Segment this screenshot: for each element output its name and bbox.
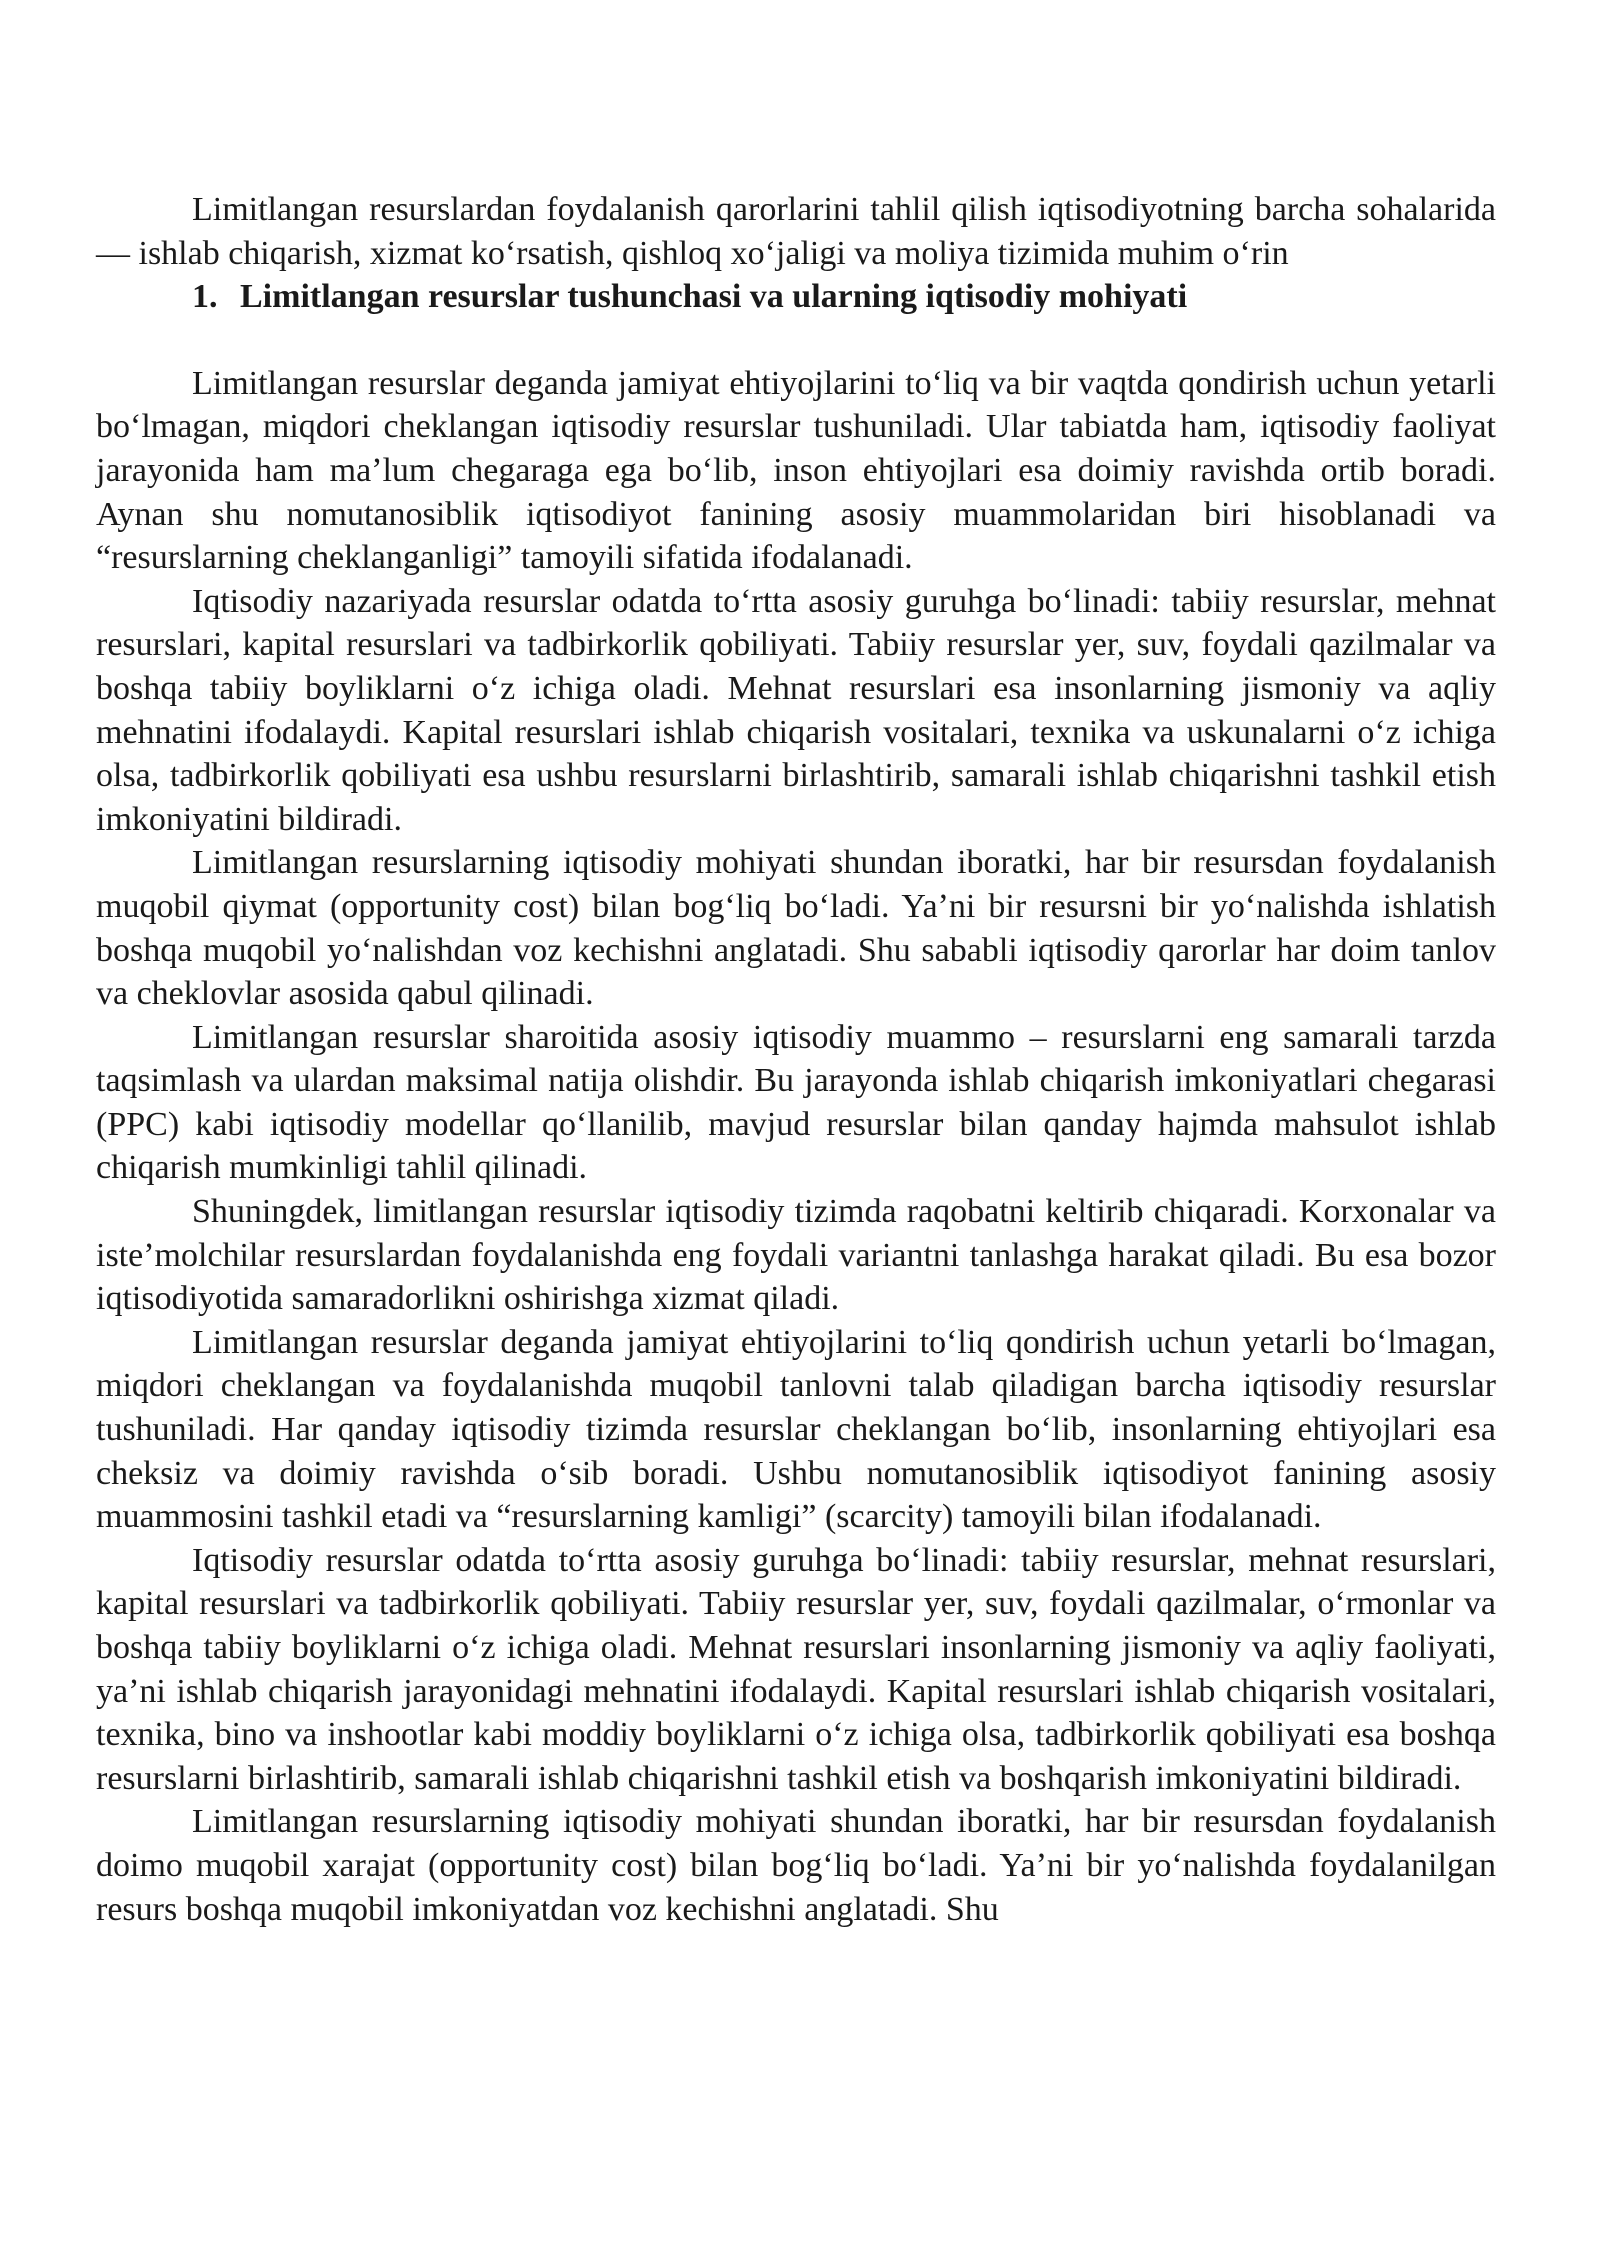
document-page <box>96 188 1496 1931</box>
body-paragraph: Iqtisodiy nazariyada resurslar odatda toʻrtta asosiy guruhga boʻlinadi: tabiiy resurslar, mehnat resurslari, kapital resurslari va tadbirkorlik qobiliyati. Tabiiy resurslar yer, suv, foydali qazilmalar va boshqa tabiiy boyliklarni oʻz ichiga oladi. Mehnat resurslari esa insonlarning jismoniy va aqliy mehnatini ifodalaydi. Kapital resurslari ishlab chiqarish vositalari, texnika va uskunalarni oʻz ichiga olsa, tadbirkorlik qobiliyati esa ushbu resurslarni birlashtirib, samarali ishlab chiqarishni tashkil etish imkoniyatini bildiradi. <box>96 582 1496 838</box>
section-number: 1. <box>192 278 218 316</box>
body-paragraph: Limitlangan resurslarning iqtisodiy mohiyati shundan iboratki, har bir resursdan foydalanish doimo muqobil xarajat (opportunity cost) bilan bogʻliq boʻladi. Yaʼni bir yoʻnalishda foydalanilgan resurs boshqa muqobil imkoniyatdan voz kechishni anglatadi. Shu <box>96 1803 1496 1928</box>
body-paragraph: Limitlangan resurslar deganda jamiyat ehtiyojlarini toʻliq qondirish uchun yetarli boʻlmagan, miqdori cheklangan va foydalanishda muqobil tanlovni talab qiladigan barcha iqtisodiy resurslar tushuniladi. Har qanday iqtisodiy tizimda resurslar cheklangan boʻlib, insonlarning ehtiyojlari esa cheksiz va doimiy ravishda oʻsib boradi. Ushbu nomutanosiblik iqtisodiyot fanining asosiy muammosini tashkil etadi va “resurslarning kamligi” (scarcity) tamoyili bilan ifodalanadi. <box>96 1323 1496 1536</box>
body-paragraph: Limitlangan resurslar deganda jamiyat ehtiyojlarini toʻliq va bir vaqtda qondirish uchun yetarli boʻlmagan, miqdori cheklangan iqtisodiy resurslar tushuniladi. Ular tabiatda ham, iqtisodiy faoliyat jarayonida ham maʼlum chegaraga ega boʻlib, inson ehtiyojlari esa doimiy ravishda ortib boradi. Aynan shu nomutanosiblik iqtisodiyot fanining asosiy muammolaridan biri hisoblanadi va “resurslarning cheklanganligi” tamoyili sifatida ifodalanadi. <box>96 364 1496 577</box>
body-paragraph: Iqtisodiy resurslar odatda toʻrtta asosiy guruhga boʻlinadi: tabiiy resurslar, mehnat resurslari, kapital resurslari va tadbirkorlik qobiliyati. Tabiiy resurslar yer, suv, foydali qazilmalar, oʻrmonlar va boshqa tabiiy boyliklarni oʻz ichiga oladi. Mehnat resurslari insonlarning jismoniy va aqliy faoliyati, yaʼni ishlab chiqarish jarayonidagi mehnatini ifodalaydi. Kapital resurslari ishlab chiqarish vositalari, texnika, bino va inshootlar kabi moddiy boyliklarni oʻz ichiga olsa, tadbirkorlik qobiliyati esa boshqa resurslarni birlashtirib, samarali ishlab chiqarishni tashkil etish va boshqarish imkoniyatini bildiradi. <box>96 1541 1496 1797</box>
body-paragraph: Shuningdek, limitlangan resurslar iqtisodiy tizimda raqobatni keltirib chiqaradi. Korxonalar va isteʼmolchilar resurslardan foydalanishda eng foydali variantni tanlashga harakat qiladi. Bu esa bozor iqtisodiyotida samaradorlikni oshirishga xizmat qiladi. <box>96 1193 1496 1318</box>
body-paragraph: Limitlangan resurslar sharoitida asosiy iqtisodiy muammo – resurslarni eng samarali tarzda taqsimlash va ulardan maksimal natija olishdir. Bu jarayonda ishlab chiqarish imkoniyatlari chegarasi (PPC) kabi iqtisodiy modellar qoʻllanilib, mavjud resurslar bilan qanday hajmda mahsulot ishlab chiqarish mumkinligi tahlil qilinadi. <box>96 1018 1496 1187</box>
section-heading <box>96 275 1496 319</box>
section-title: Limitlangan resurslar tushunchasi va ularning iqtisodiy mohiyati <box>240 278 1188 316</box>
intro-paragraph: Limitlangan resurslardan foydalanish qarorlarini tahlil qilish iqtisodiyotning barcha sohalarida — ishlab chiqarish, xizmat koʻrsatish, qishloq xoʻjaligi va moliya tizimida muhim oʻrin <box>96 191 1496 272</box>
body-paragraph: Limitlangan resurslarning iqtisodiy mohiyati shundan iboratki, har bir resursdan foydalanish muqobil qiymat (opportunity cost) bilan bogʻliq boʻladi. Yaʼni bir resursni bir yoʻnalishda ishlatish boshqa muqobil yoʻnalishdan voz kechishni anglatadi. Shu sababli iqtisodiy qarorlar har doim tanlov va cheklovlar asosida qabul qilinadi. <box>96 844 1496 1013</box>
